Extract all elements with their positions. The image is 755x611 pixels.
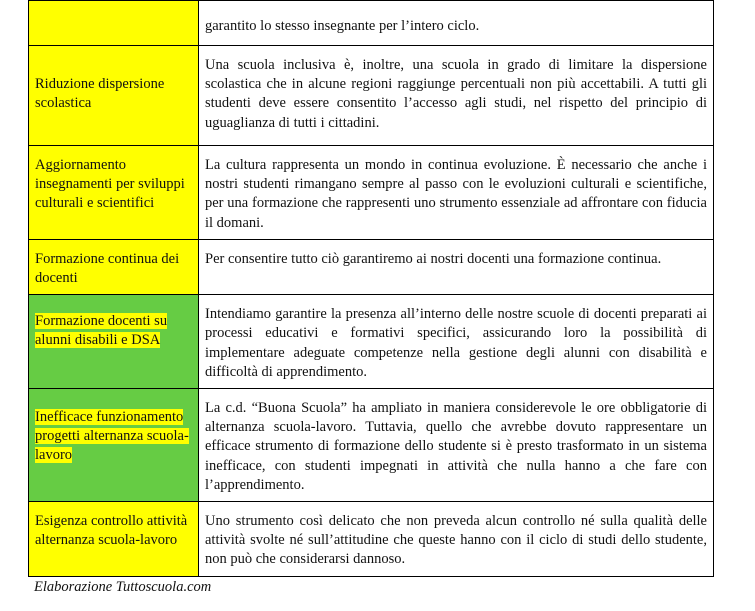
row-label: Esigenza controllo attività alternanza scuola-lavoro (29, 502, 199, 577)
row-text: La c.d. “Buona Scuola” ha ampliato in maniera considerevole le ore obbligatorie di alternanza scuola-lavoro. Tuttavia, quello che avrebbe dovuto rappresentare un efficace strumento di formazione dello studente si è presto trasformato in un sistema inefficace, con studenti impegnati in attività che nulla hanno a che fare con l’apprendimento. (199, 389, 714, 502)
row-text: Intendiamo garantire la presenza all’interno delle nostre scuole di docenti preparati ai processi educativi e formativi specifici, assicurando loro la possibilità di implementare adeguate competenze nella gestione degli alunni con disabilità e difficoltà di apprendimento. (199, 295, 714, 389)
table-row (29, 146, 714, 240)
row-label: Formazione continua dei docenti (29, 239, 199, 294)
table-row (29, 502, 714, 577)
row-label: Formazione docenti su alunni disabili e DSA (29, 295, 199, 389)
table-row (29, 295, 714, 389)
row-text: Una scuola inclusiva è, inoltre, una scuola in grado di limitare la dispersione scolastica che in alcune regioni raggiunge percentuali non più accettabili. A tutti gli studenti deve essere consentito l’accesso agli studi, nel rispetto del principio di uguaglianza di tutti i cittadini. (199, 46, 714, 146)
document-table-container (28, 0, 714, 577)
table-row (29, 1, 714, 46)
source-caption: Elaborazione Tuttoscuola.com (34, 579, 212, 595)
table-row (29, 239, 714, 294)
row-label (29, 1, 199, 46)
row-text: Uno strumento così delicato che non preveda alcun controllo né sulla qualità delle attività svolte né sull’attitudine che queste hanno con il ciclo di studi dello studente, non può che considerarsi dannoso. (199, 502, 714, 577)
content-table (28, 0, 714, 577)
row-text: La cultura rappresenta un mondo in continua evoluzione. È necessario che anche i nostri studenti rimangano sempre al passo con le evoluzioni culturali e scientifiche, per una formazione che rappresenti uno strumento essenziale ad affrontare con fiducia il domani. (199, 146, 714, 240)
row-label: Aggiornamento insegnamenti per sviluppi culturali e scientifici (29, 146, 199, 240)
table-row (29, 46, 714, 146)
row-text: garantito lo stesso insegnante per l’intero ciclo. (199, 1, 714, 46)
row-label: Inefficace funzionamento progetti alternanza scuola-lavoro (29, 389, 199, 502)
row-label: Riduzione dispersione scolastica (29, 46, 199, 146)
table-row (29, 389, 714, 502)
row-text: Per consentire tutto ciò garantiremo ai nostri docenti una formazione continua. (199, 239, 714, 294)
